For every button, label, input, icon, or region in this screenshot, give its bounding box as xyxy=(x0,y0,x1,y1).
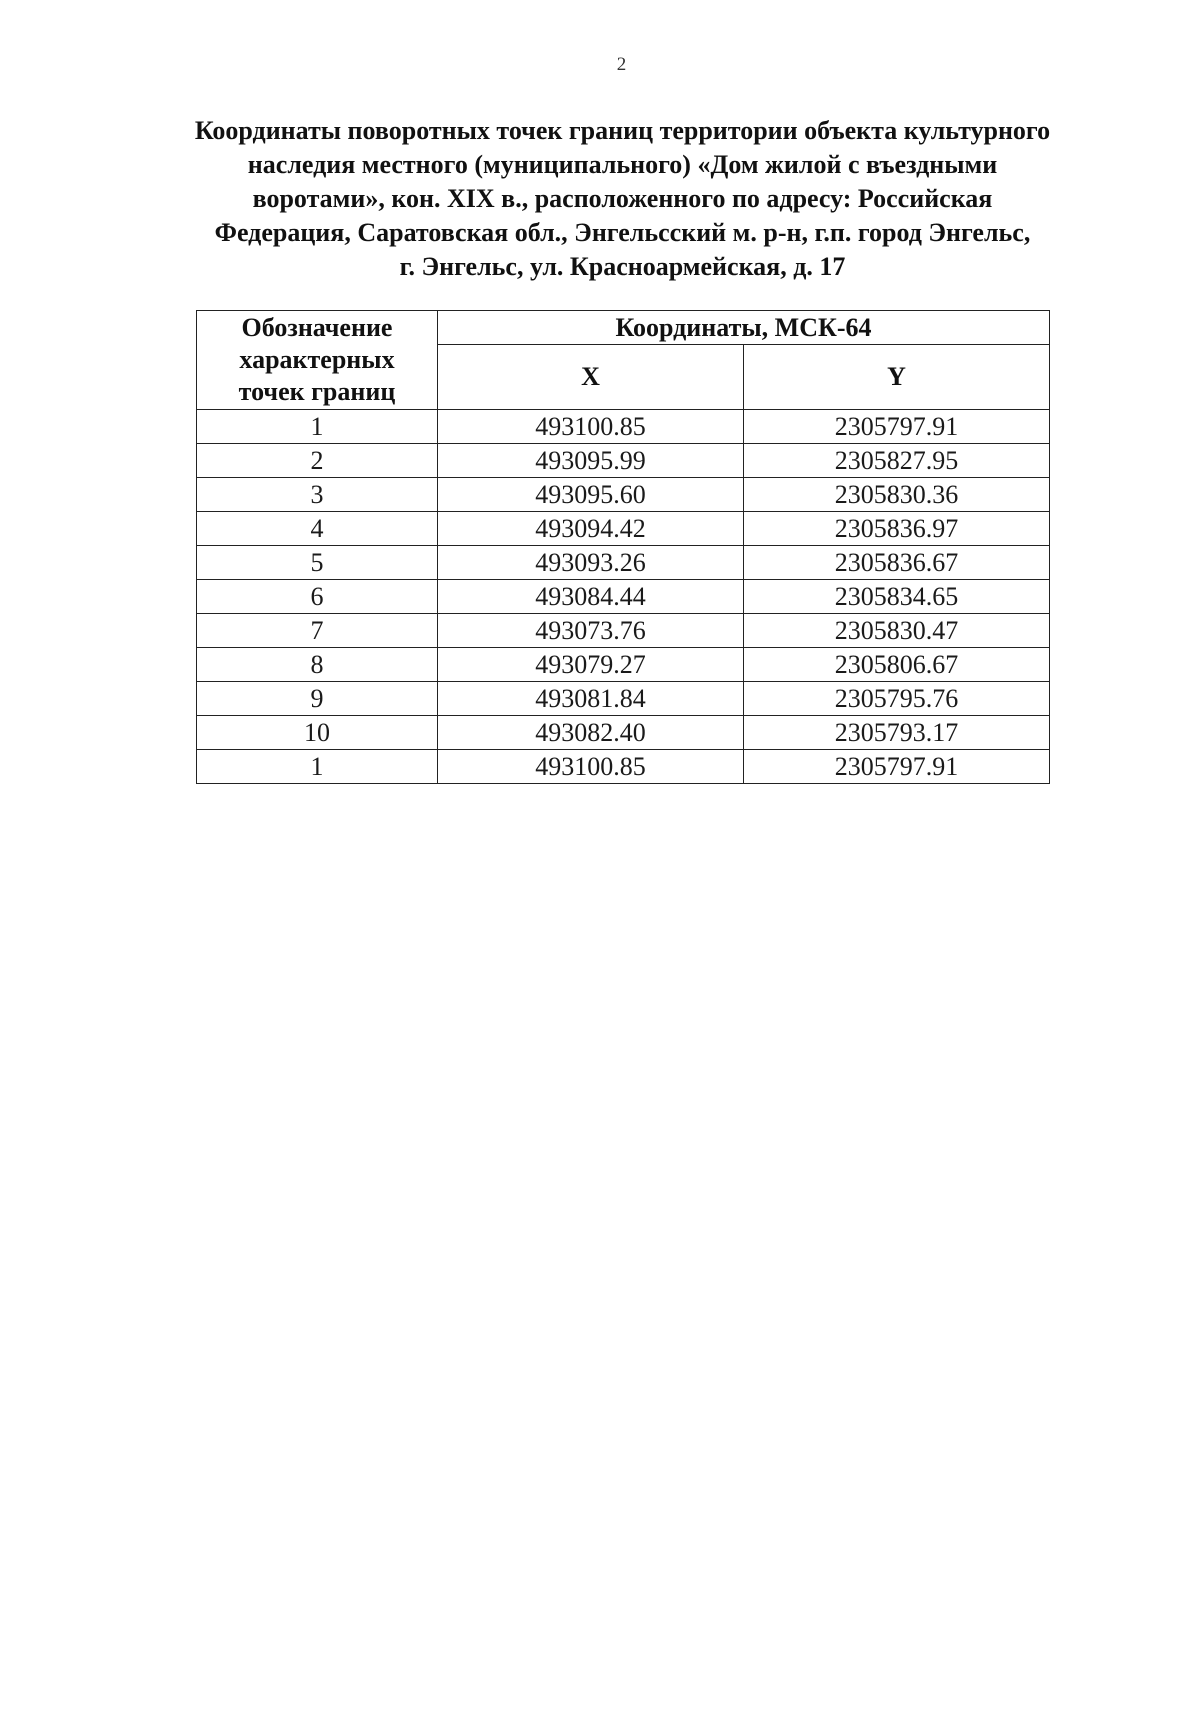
cell-point: 3 xyxy=(197,478,438,512)
cell-point: 1 xyxy=(197,410,438,444)
header-y: Y xyxy=(744,345,1050,410)
header-point-line: характерных xyxy=(239,345,395,374)
cell-point: 1 xyxy=(197,750,438,784)
cell-x: 493100.85 xyxy=(438,410,744,444)
table-row xyxy=(197,410,1050,444)
header-point-line: точек границ xyxy=(238,377,396,406)
table-row xyxy=(197,512,1050,546)
cell-point: 5 xyxy=(197,546,438,580)
cell-x: 493095.99 xyxy=(438,444,744,478)
cell-point: 10 xyxy=(197,716,438,750)
header-point-designation xyxy=(197,311,438,410)
cell-point: 2 xyxy=(197,444,438,478)
title-line: г. Энгельс, ул. Красноармейская, д. 17 xyxy=(399,252,846,281)
cell-y: 2305797.91 xyxy=(744,750,1050,784)
header-x: X xyxy=(438,345,744,410)
coordinates-table xyxy=(196,310,1050,784)
cell-x: 493093.26 xyxy=(438,546,744,580)
cell-x: 493084.44 xyxy=(438,580,744,614)
table-row xyxy=(197,682,1050,716)
cell-x: 493073.76 xyxy=(438,614,744,648)
cell-x: 493094.42 xyxy=(438,512,744,546)
title-line: Координаты поворотных точек границ территории объекта культурного xyxy=(194,116,1051,145)
cell-point: 9 xyxy=(197,682,438,716)
cell-x: 493079.27 xyxy=(438,648,744,682)
cell-y: 2305834.65 xyxy=(744,580,1050,614)
table-row xyxy=(197,614,1050,648)
table-row xyxy=(197,580,1050,614)
table-row xyxy=(197,546,1050,580)
cell-x: 493095.60 xyxy=(438,478,744,512)
cell-point: 7 xyxy=(197,614,438,648)
table-row xyxy=(197,478,1050,512)
cell-x: 493082.40 xyxy=(438,716,744,750)
cell-point: 4 xyxy=(197,512,438,546)
cell-point: 6 xyxy=(197,580,438,614)
page-number: 2 xyxy=(616,54,627,75)
title-line: наследия местного (муниципального) «Дом жилой с въездными xyxy=(247,150,998,179)
document-title xyxy=(120,114,1125,284)
cell-x: 493100.85 xyxy=(438,750,744,784)
header-coordinates: Координаты, МСК-64 xyxy=(438,311,1050,345)
cell-y: 2305836.97 xyxy=(744,512,1050,546)
cell-y: 2305830.36 xyxy=(744,478,1050,512)
cell-y: 2305836.67 xyxy=(744,546,1050,580)
cell-y: 2305793.17 xyxy=(744,716,1050,750)
table-body xyxy=(197,410,1050,784)
cell-y: 2305827.95 xyxy=(744,444,1050,478)
header-point-line: Обозначение xyxy=(241,313,393,342)
table-row xyxy=(197,444,1050,478)
table-row xyxy=(197,716,1050,750)
cell-y: 2305830.47 xyxy=(744,614,1050,648)
title-line: воротами», кон. XIX в., расположенного по адресу: Российская xyxy=(252,184,993,213)
cell-y: 2305806.67 xyxy=(744,648,1050,682)
cell-point: 8 xyxy=(197,648,438,682)
table-row xyxy=(197,750,1050,784)
cell-y: 2305797.91 xyxy=(744,410,1050,444)
title-line: Федерация, Саратовская обл., Энгельсский м. р-н, г.п. город Энгельс, xyxy=(214,218,1031,247)
cell-x: 493081.84 xyxy=(438,682,744,716)
cell-y: 2305795.76 xyxy=(744,682,1050,716)
table-row xyxy=(197,648,1050,682)
